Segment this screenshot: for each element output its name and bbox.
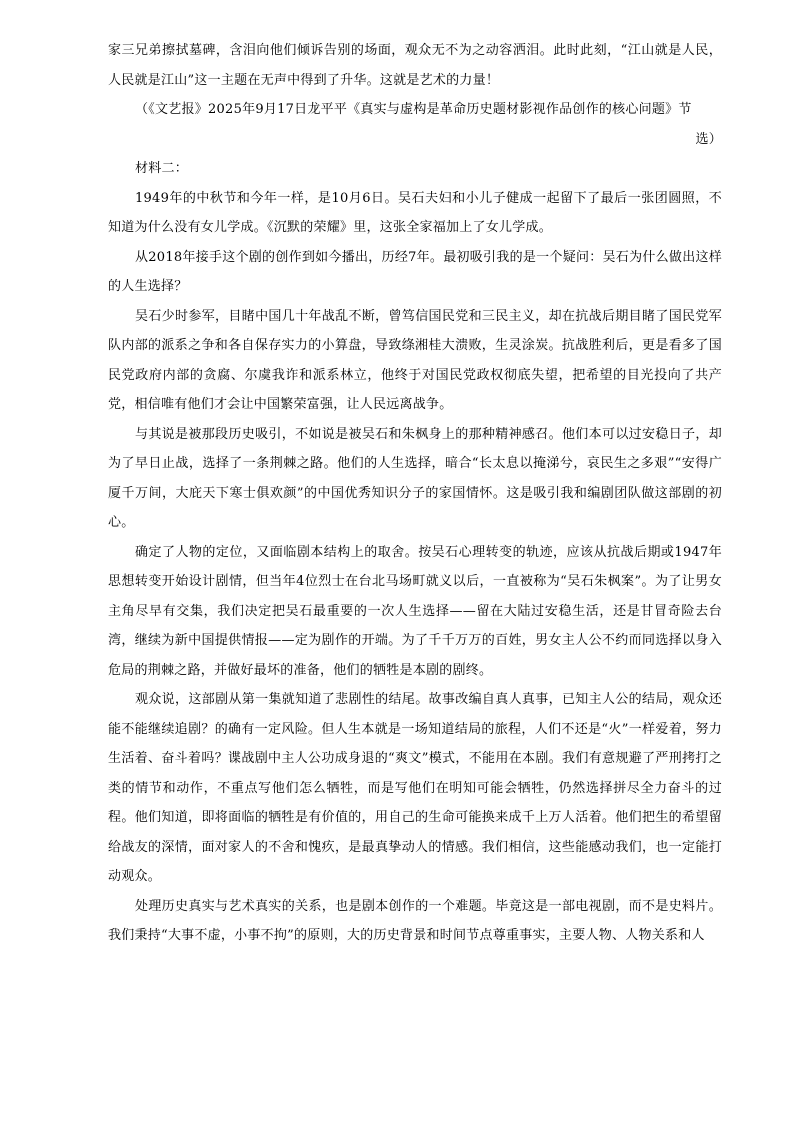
- source-citation: [108, 95, 722, 154]
- citation-main: （《文艺报》2025年9月17日龙平平《真实与虚构是革命历史题材影视作品创作的核心问题》节: [135, 102, 692, 117]
- material-heading: 材料二：: [135, 161, 189, 176]
- document-page: [108, 36, 722, 951]
- paragraph-5: 确定了人物的定位，又面临剧本结构上的取舍。按吴石心理转变的轨迹，应该从抗战后期或1947年思想转变开始设计剧情，但当年4位烈士在台北马场町就义以后，一直被称为“吴石朱枫案”。为了让男女主角尽早有交集，我们决定把吴石最重要的一次人生选择——留在大陆过安稳生活，还是甘冒奇险去台湾，继续为新中国提供情报——定为剧作的开端。为了千千万万的百姓，男女主人公不约而同选择以身入危局的荆棘之路，并做好最坏的准备，他们的牺牲是本剧的剧终。: [108, 544, 722, 678]
- paragraph-7: 处理历史真实与艺术真实的关系，也是剧本创作的一个难题。毕竟这是一部电视剧，而不是史料片。我们秉持“大事不虚，小事不拘”的原则，大的历史背景和时间节点尊重事实，主要人物、人物关系和人: [108, 898, 722, 943]
- paragraph-3: 吴石少时参军，目睹中国几十年战乱不断，曾笃信国民党和三民主义，却在抗战后期目睹了国民党军队内部的派系之争和各自保存实力的小算盘，导致绦湘桂大溃败，生灵涂炭。抗战胜利后，更是看多了国民党政府内部的贪腐、尔虞我诈和派系林立，他终于对国民党政权彻底失望，把希望的目光投向了共产党，相信唯有他们才会让中国繁荣富强，让人民远离战争。: [108, 308, 722, 412]
- paragraph-1: 1949年的中秋节和今年一样，是10月6日。吴石夫妇和小儿子健成一起留下了最后一张团圆照，不知道为什么没有女儿学成。《沉默的荣耀》里，这张全家福加上了女儿学成。: [108, 190, 722, 235]
- paragraph-2: 从2018年接手这个剧的创作到如今播出，历经7年。最初吸引我的是一个疑问：吴石为什么做出这样的人生选择？: [108, 249, 722, 294]
- paragraph-4: 与其说是被那段历史吸引，不如说是被吴石和朱枫身上的那种精神感召。他们本可以过安稳日子，却为了早日止战，选择了一条荆棘之路。他们的人生选择，暗合“长太息以掩涕兮，哀民生之多艰”“安得广厦千万间，大庇天下寒士俱欢颜”的中国优秀知识分子的家国情怀。这是吸引我和编剧团队做这部剧的初心。: [108, 426, 722, 530]
- paragraph-6: 观众说，这部剧从第一集就知道了悲剧性的结尾。故事改编自真人真事，已知主人公的结局，观众还能不能继续追剧？的确有一定风险。但人生本就是一场知道结局的旅程，人们不还是“火”一样爱着，努力生活着、奋斗着吗？谍战剧中主人公功成身退的“爽文”模式，不能用在本剧。我们有意规避了严刑拷打之类的情节和动作，不重点写他们怎么牺牲，而是写他们在明知可能会牺牲，仍然选择拼尽全力奋斗的过程。他们知道，即将面临的牺牲是有价值的，用自己的生命可能换来成千上万人活着。他们把生的希望留给战友的深情，面对家人的不舍和愧疚，是最真挚动人的情感。我们相信，这些能感动我们，也一定能打动观众。: [108, 692, 722, 884]
- paragraph-continued: 家三兄弟擦拭墓碑，含泪向他们倾诉告别的场面，观众无不为之动容洒泪。此时此刻，“江山就是人民，人民就是江山”这一主题在无声中得到了升华。这就是艺术的力量！: [108, 43, 722, 88]
- citation-tail: 选）: [695, 131, 722, 147]
